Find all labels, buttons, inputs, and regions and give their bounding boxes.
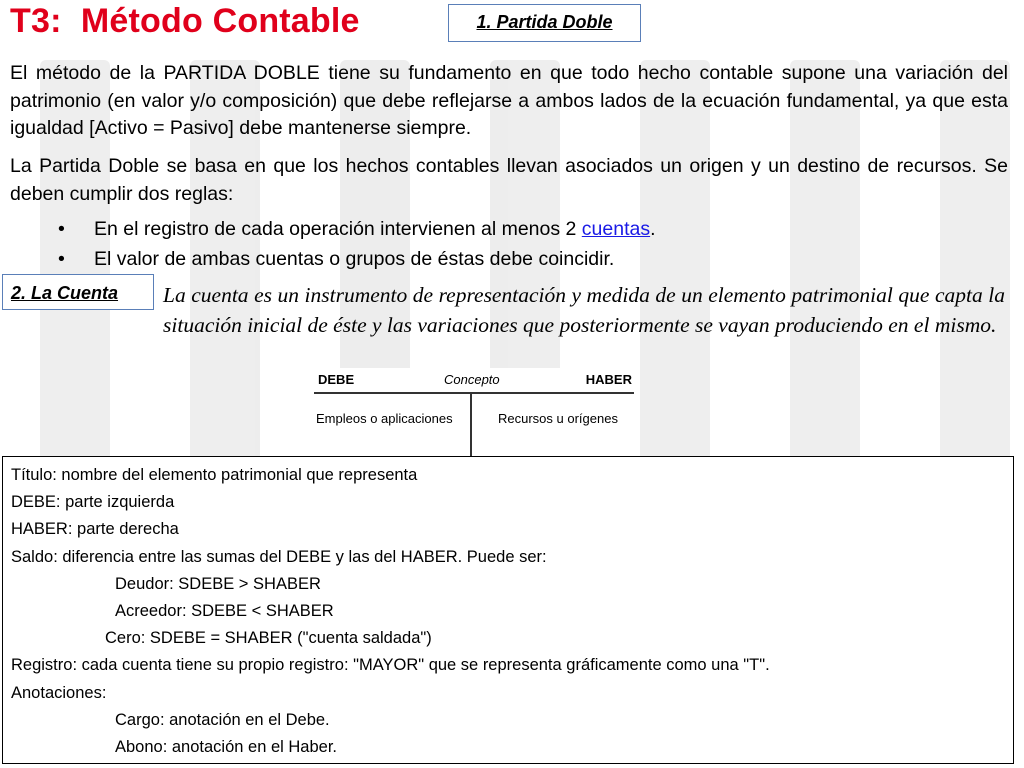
section-label-la-cuenta: 2. La Cuenta <box>2 274 154 310</box>
info-line-cargo: Cargo: anotación en el Debe. <box>115 710 330 729</box>
cuenta-definition: La cuenta es un instrumento de representación y medida de un elemento patrimonial que capta la situación inicial de éste y las variaciones que posteriormente se vayan produciendo en el mismo. <box>163 283 1005 337</box>
info-line-abono: Abono: anotación en el Haber. <box>115 738 338 757</box>
bullet-item-cuentas <box>58 214 656 244</box>
paragraph-partida-doble-rules: La Partida Doble se basa en que los hechos contables llevan asociados un origen y un destino de recursos. Se deben cumplir dos reglas: <box>10 155 1008 205</box>
bullet-icon: • <box>58 218 65 240</box>
t-account-haber-header: HABER <box>585 372 632 387</box>
info-line-registro: Registro: cada cuenta tiene su propio registro: "MAYOR" que se representa gráficamente como una "T". <box>11 656 770 675</box>
info-line-cero: Cero: SDEBE = SHABER ("cuenta saldada") <box>105 629 432 648</box>
bullet-icon: • <box>58 248 65 270</box>
bullet1-text: En el registro de cada operación intervienen al menos 2 <box>94 218 582 240</box>
cuenta-info-box <box>2 456 1014 764</box>
t-account-vertical-line <box>470 392 472 458</box>
info-line-anotaciones: Anotaciones: <box>11 683 107 702</box>
info-line-saldo: Saldo: diferencia entre las sumas del DEBE y las del HABER. Puede ser: <box>11 547 547 566</box>
bullet1-suffix: . <box>650 218 656 240</box>
info-line-haber: HABER: parte derecha <box>11 520 179 539</box>
t-account-right-cell: Recursos u orígenes <box>498 411 618 426</box>
info-line-titulo: Título: nombre del elemento patrimonial que representa <box>11 466 418 484</box>
info-line-deudor: Deudor: SDEBE > SHABER <box>115 574 321 593</box>
bullet2-text: El valor de ambas cuentas o grupos de éstas debe coincidir. <box>94 248 615 270</box>
t-account-concepto-header: Concepto <box>444 372 500 387</box>
section-label-partida-doble: 1. Partida Doble <box>448 4 641 42</box>
t-account-left-cell: Empleos o aplicaciones <box>316 411 453 426</box>
t-account-debe-header: DEBE <box>318 372 355 387</box>
info-line-debe: DEBE: parte izquierda <box>11 493 175 512</box>
info-line-acreedor: Acreedor: SDEBE < SHABER <box>115 602 334 621</box>
t-account-diagram <box>310 368 638 458</box>
bullet-item-valor <box>58 244 656 274</box>
slide-title: T3: Método Contable <box>10 2 360 40</box>
paragraph-partida-doble-intro: El método de la PARTIDA DOBLE tiene su fundamento en que todo hecho contable supone una variación del patrimonio (en valor y/o composición) que debe reflejarse a ambos lados de la ecuación fundamental, ya que esta igualdad [Activo = Pasivo] debe mantenerse siempre. <box>10 62 1008 139</box>
t-account-horizontal-line <box>314 392 634 394</box>
rules-bullet-list <box>58 214 656 274</box>
cuentas-link[interactable]: cuentas <box>581 218 651 240</box>
